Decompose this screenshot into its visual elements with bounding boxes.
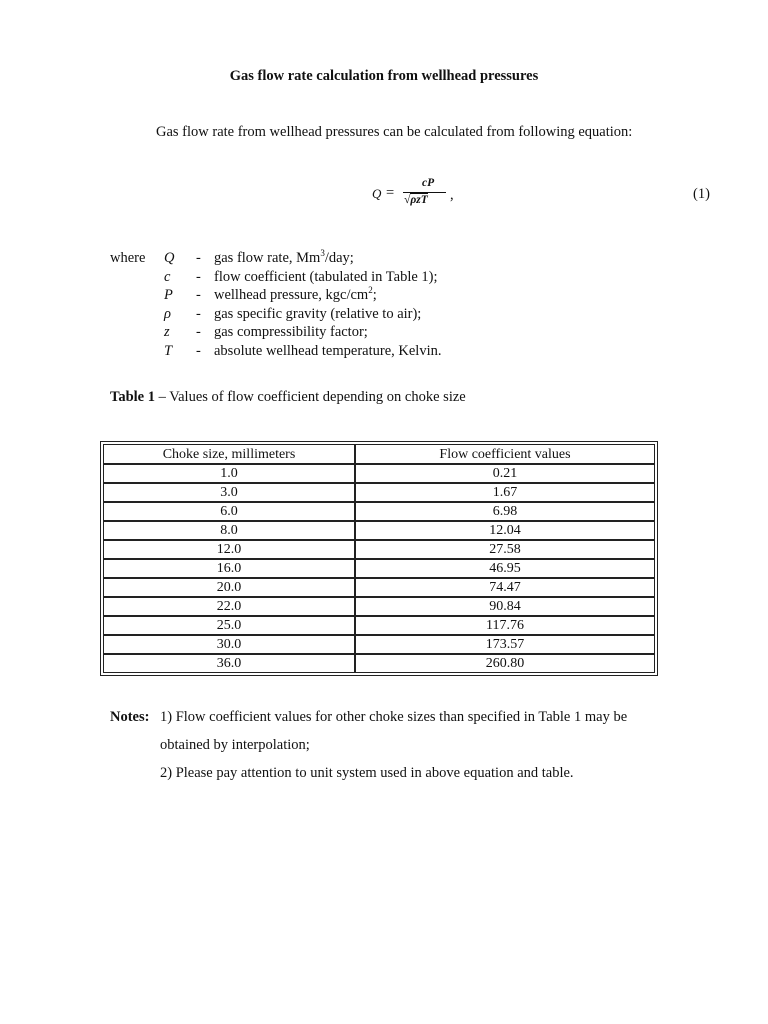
variable-dash: - [196, 268, 201, 285]
definition-superscript: 2 [368, 285, 373, 296]
variable-definition [214, 287, 377, 304]
flow-coefficient-cell: 46.95 [355, 559, 655, 578]
table-caption-text: – Values of flow coefficient depending on choke size [155, 389, 466, 405]
choke-size-cell: 6.0 [103, 502, 355, 521]
equation-radicand: ρzT [410, 194, 428, 206]
variable-symbol: z [164, 324, 170, 341]
table-row [103, 597, 655, 616]
variable-symbol: ρ [164, 305, 171, 322]
variable-dash: - [196, 324, 201, 341]
table-row [103, 483, 655, 502]
flow-coefficient-cell: 6.98 [355, 502, 655, 521]
choke-size-cell: 8.0 [103, 521, 355, 540]
definition-suffix: /day; [324, 250, 354, 266]
flow-coefficient-cell: 12.04 [355, 521, 655, 540]
variable-definition: flow coefficient (tabulated in Table 1); [214, 268, 438, 285]
variable-definition: absolute wellhead temperature, Kelvin. [214, 342, 442, 359]
note-line: 2) Please pay attention to unit system used in above equation and table. [160, 765, 574, 781]
flow-coefficient-cell: 90.84 [355, 597, 655, 616]
flow-rate-equation [372, 176, 462, 216]
notes-label: Notes: [110, 709, 150, 725]
document-title: Gas flow rate calculation from wellhead pressures [229, 68, 539, 84]
equation-comma: , [450, 187, 454, 203]
variable-definition: gas specific gravity (relative to air); [214, 305, 422, 322]
definition-text: gas flow rate, Mm [214, 250, 321, 266]
table-header-row [103, 444, 655, 464]
table-row [103, 464, 655, 483]
choke-size-cell: 30.0 [103, 635, 355, 654]
definition-superscript: 3 [320, 248, 325, 258]
table-row [103, 654, 655, 673]
variable-symbol: Q [164, 250, 175, 266]
sqrt-icon: √ [404, 194, 411, 206]
variable-dash: - [196, 250, 201, 266]
note-line: 1) Flow coefficient values for other choke sizes than specified in Table 1 may be [160, 709, 628, 725]
equation-numerator: cP [422, 177, 435, 189]
notes-body [160, 703, 627, 787]
choke-size-cell: 16.0 [103, 559, 355, 578]
variable-dash: - [196, 342, 201, 359]
variable-definition [214, 250, 354, 267]
variable-symbol: P [164, 287, 173, 304]
choke-size-cell: 22.0 [103, 597, 355, 616]
equation-denominator [404, 193, 428, 206]
variable-symbol: c [164, 268, 171, 285]
variable-dash: - [196, 305, 201, 322]
definition-text: wellhead pressure, kgc/cm [214, 287, 369, 304]
variable-definition: gas compressibility factor; [214, 324, 368, 341]
column-header-choke-size: Choke size, millimeters [103, 444, 355, 464]
equation-number: (1) [693, 186, 710, 202]
table-row [103, 616, 655, 635]
variable-symbol: T [164, 342, 173, 359]
table-row [103, 559, 655, 578]
flow-coefficient-table [100, 441, 658, 676]
note-line: obtained by interpolation; [160, 737, 310, 753]
table-caption [110, 389, 466, 406]
table-row [103, 578, 655, 597]
choke-size-cell: 1.0 [103, 464, 355, 483]
table-row [103, 540, 655, 559]
flow-coefficient-cell: 27.58 [355, 540, 655, 559]
column-header-flow-coefficient: Flow coefficient values [355, 444, 655, 464]
table-row [103, 502, 655, 521]
table-row [103, 635, 655, 654]
definition-suffix: ; [372, 287, 377, 304]
where-label: where [110, 250, 146, 266]
flow-coefficient-cell: 117.76 [355, 616, 655, 635]
equation-lhs: Q [372, 186, 382, 201]
flow-coefficient-cell: 1.67 [355, 483, 655, 502]
table-caption-label: Table 1 [110, 389, 155, 405]
choke-size-cell: 36.0 [103, 654, 355, 673]
choke-size-cell: 3.0 [103, 483, 355, 502]
table-row [103, 521, 655, 540]
equation-equals-sign: = [386, 185, 395, 201]
flow-coefficient-cell: 173.57 [355, 635, 655, 654]
flow-coefficient-cell: 260.80 [355, 654, 655, 673]
flow-coefficient-cell: 74.47 [355, 578, 655, 597]
flow-coefficient-cell: 0.21 [355, 464, 655, 483]
variable-dash: - [196, 287, 201, 304]
choke-size-cell: 25.0 [103, 616, 355, 635]
choke-size-cell: 12.0 [103, 540, 355, 559]
intro-paragraph: Gas flow rate from wellhead pressures can be calculated from following equation: [156, 124, 633, 140]
choke-size-cell: 20.0 [103, 578, 355, 597]
